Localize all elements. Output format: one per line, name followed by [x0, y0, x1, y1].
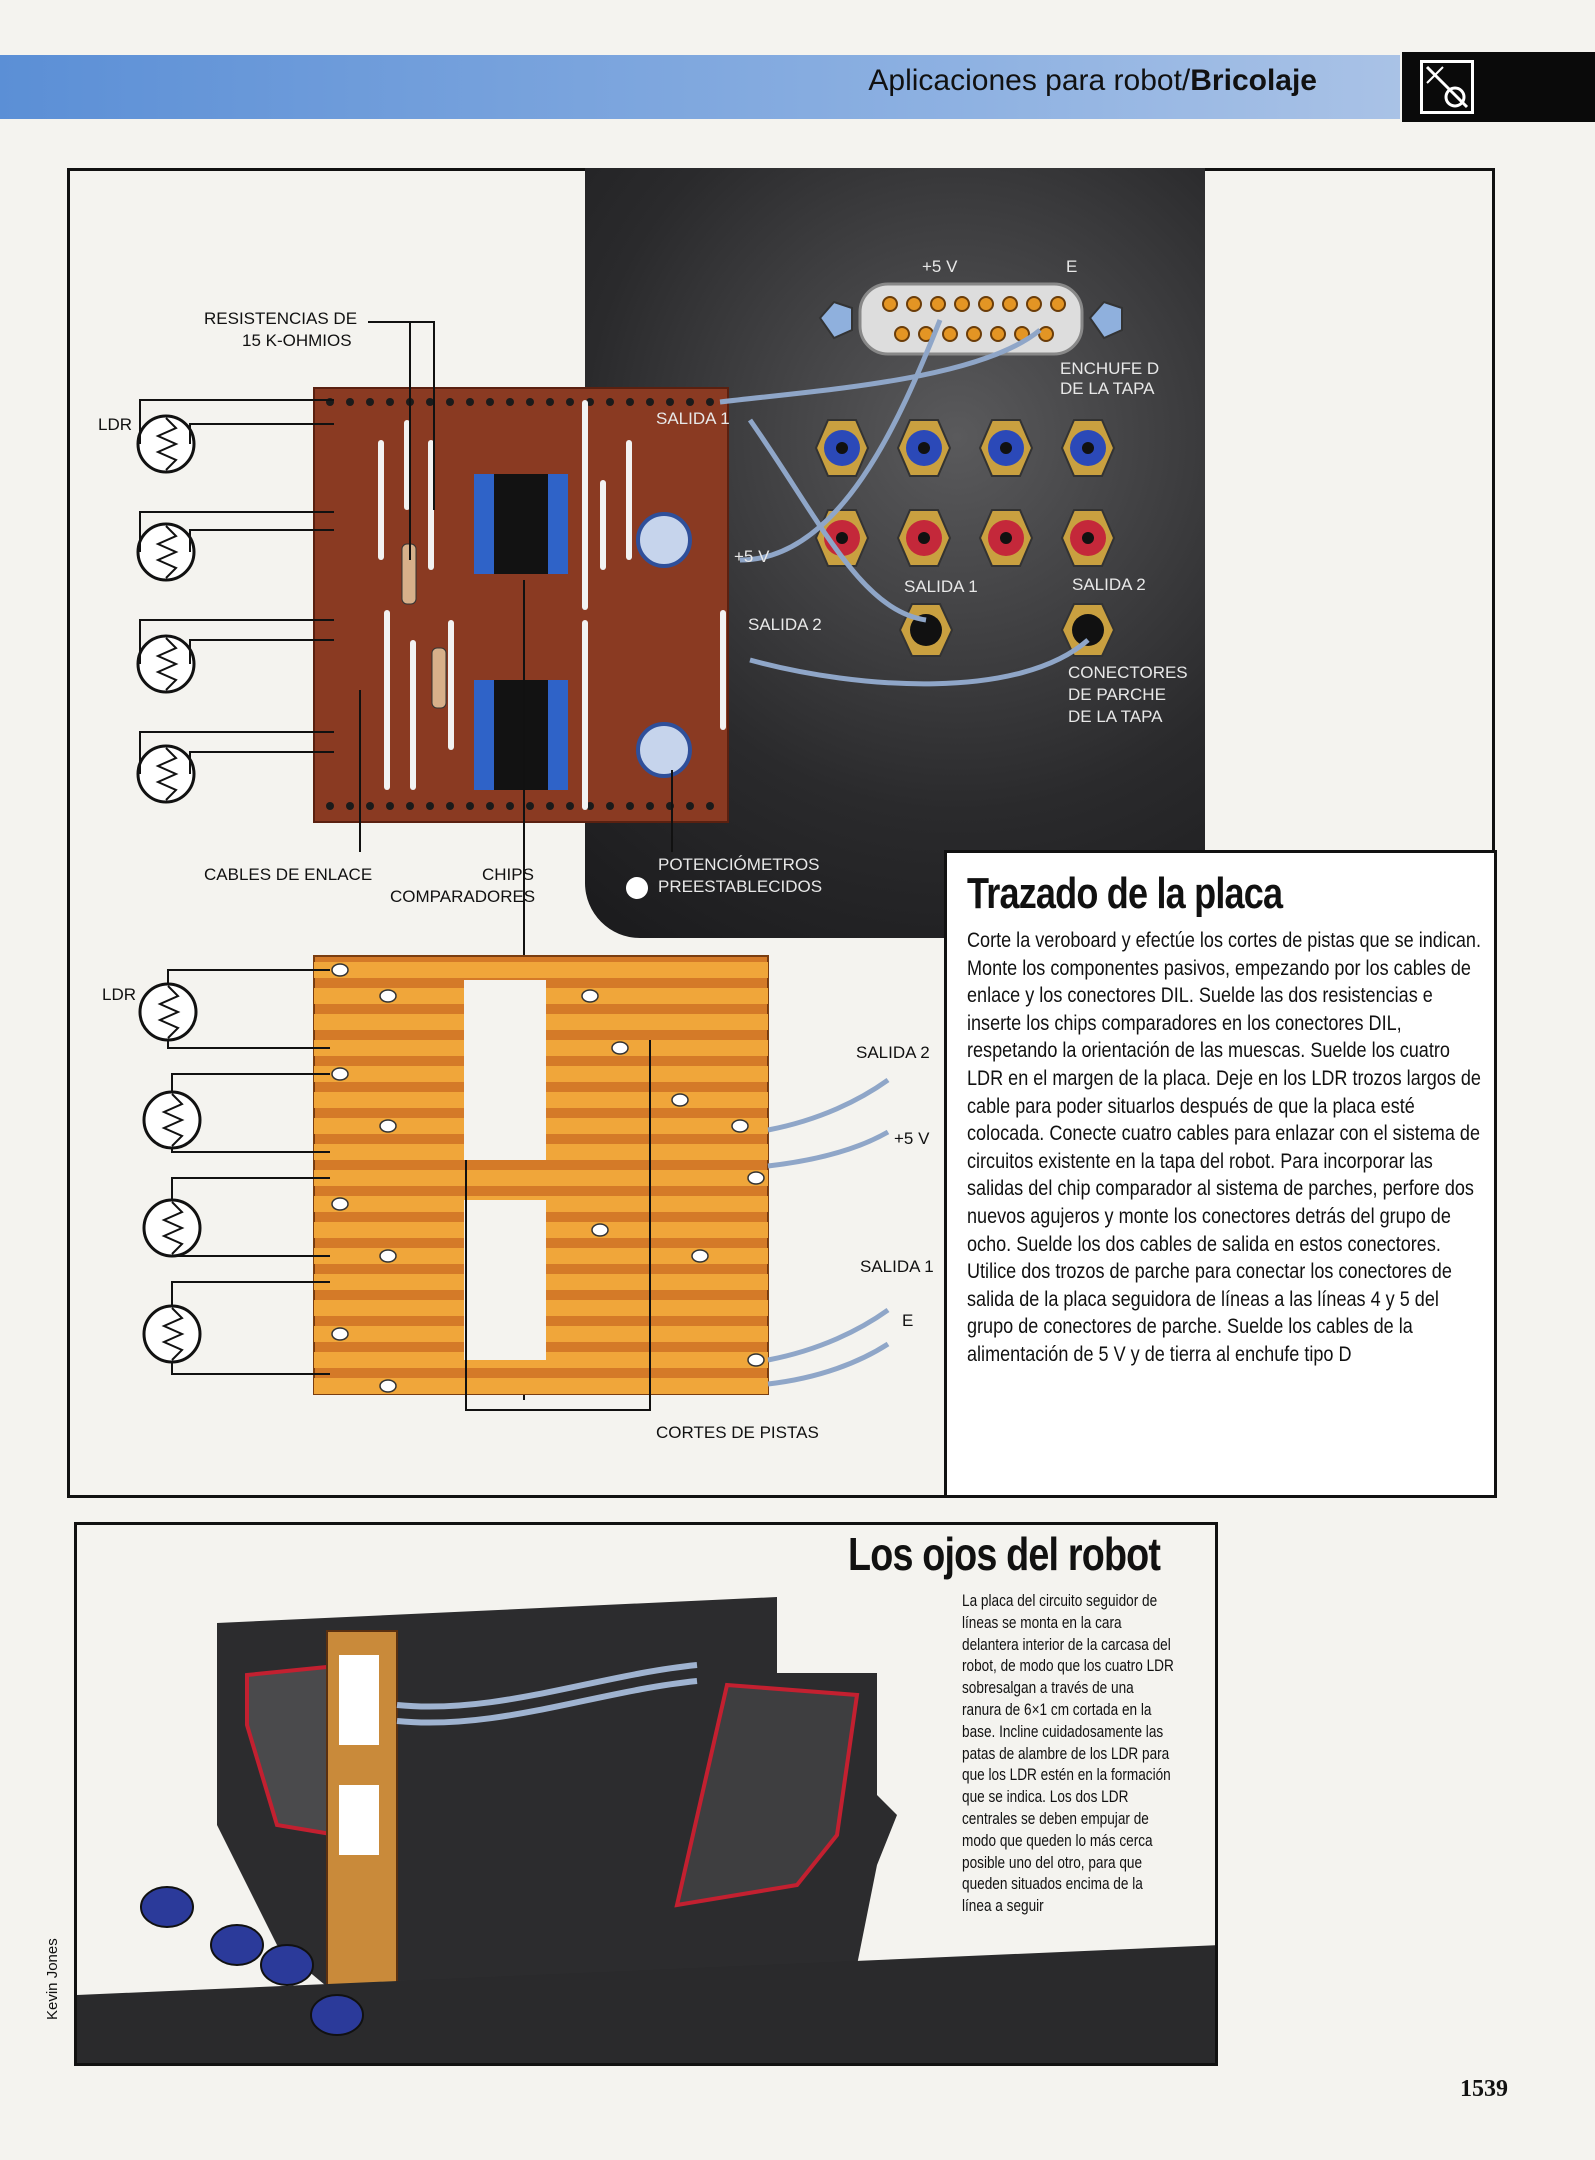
plus5v-top-label: +5 V: [922, 257, 958, 276]
pot-label-2: PREESTABLECIDOS: [658, 877, 823, 896]
conectores-label-1: CONECTORES: [1068, 663, 1188, 682]
cables-enlace-label: CABLES DE ENLACE: [204, 865, 373, 884]
pot-label-1: POTENCIÓMETROS: [658, 855, 820, 874]
page-number: 1539: [1460, 2076, 1508, 2102]
enchufe-label-1: ENCHUFE D: [1060, 359, 1160, 378]
plus5v-board-label: +5 V: [734, 547, 770, 566]
component-board: [314, 388, 728, 822]
enchufe-label-2: DE LA TAPA: [1060, 379, 1155, 398]
e-top-label: E: [1066, 257, 1078, 276]
resistors-label-2: 15 K-OHMIOS: [242, 331, 352, 350]
conectores-label-2: DE PARCHE: [1068, 685, 1166, 704]
salida1-bottom-label: SALIDA 1: [860, 1257, 934, 1276]
ldr-icon: [138, 416, 194, 802]
patch-sockets: [816, 420, 1114, 656]
salida1-lid-label: SALIDA 1: [904, 577, 978, 596]
salida2-bottom-label: SALIDA 2: [856, 1043, 930, 1062]
ldr-top-label: LDR: [98, 415, 133, 434]
trazado-body: Corte la veroboard y efectúe los cortes de pistas que se indican. Monte los componentes pasivos, empezando por los cables de enlace y los conectores DIL. Suelde las dos resistencias e inserte los chips comparadores en los conectores DIL, respetando la orientación de las muescas. Suelde los cuatro LDR en el margen de la placa. Deje en los LDR trozos largos de cable para poder situarlos después de que la placa esté colocada. Conecte cuatro cables para enlazar con el sistema de circuitos existente en la tapa del robot. Para incorporar las salidas del chip comparador al sistema de parches, perfore dos nuevos agujeros y monte los conectores detrás del grupo de ocho. Suelde los dos cables de salida en estos conectores. Utilice dos trozos de parche para conectar los conectores de salida de la placa seguidora de líneas a las líneas 4 y 5 del grupo de conectores de parche. Suelde los cables de la alimentación de 5 V y de tierra al enchufe tipo D: [967, 929, 1481, 1366]
resistors-label-1: RESISTENCIAS DE: [204, 309, 358, 328]
trazado-title: Trazado de la placa: [967, 869, 1283, 918]
cortes-label: CORTES DE PISTAS: [656, 1423, 819, 1442]
conectores-label-3: DE LA TAPA: [1068, 707, 1163, 726]
e-bottom-label: E: [902, 1311, 914, 1330]
salida2-board-label: SALIDA 2: [748, 615, 822, 634]
salida1-board-label: SALIDA 1: [656, 409, 730, 428]
chips-label-1: CHIPS: [482, 865, 534, 884]
plus5v-bottom-label: +5 V: [894, 1129, 930, 1148]
ldr-icon: [140, 984, 200, 1362]
eyes-body: La placa del circuito seguidor de líneas se monta en la cara delantera interior de la carcasa del robot, de modo que los cuatro LDR sobresalgan a través de una ranura de 6×1 cm cortada en la base. Incline cuidadosamente las patas de alambre de los LDR para que los LDR estén en la formación que se indica. Los dos LDR centrales se deben empujar de modo que queden lo más cerca posible uno del otro, para que queden situados encima de la línea a seguir: [962, 1591, 1174, 1916]
chips-label-2: COMPARADORES: [390, 887, 536, 906]
illustrator-credit: Kevin Jones: [44, 1938, 61, 2020]
eyes-title: Los ojos del robot: [848, 1528, 1161, 1580]
ldr-bottom-label: LDR: [102, 985, 137, 1004]
trazado-box: [944, 850, 1497, 1498]
salida2-lid-label: SALIDA 2: [1072, 575, 1146, 594]
header-title: Aplicaciones para robot/Bricolaje: [868, 64, 1317, 97]
track-board: [314, 956, 768, 1394]
connector-icon: [820, 284, 1122, 354]
